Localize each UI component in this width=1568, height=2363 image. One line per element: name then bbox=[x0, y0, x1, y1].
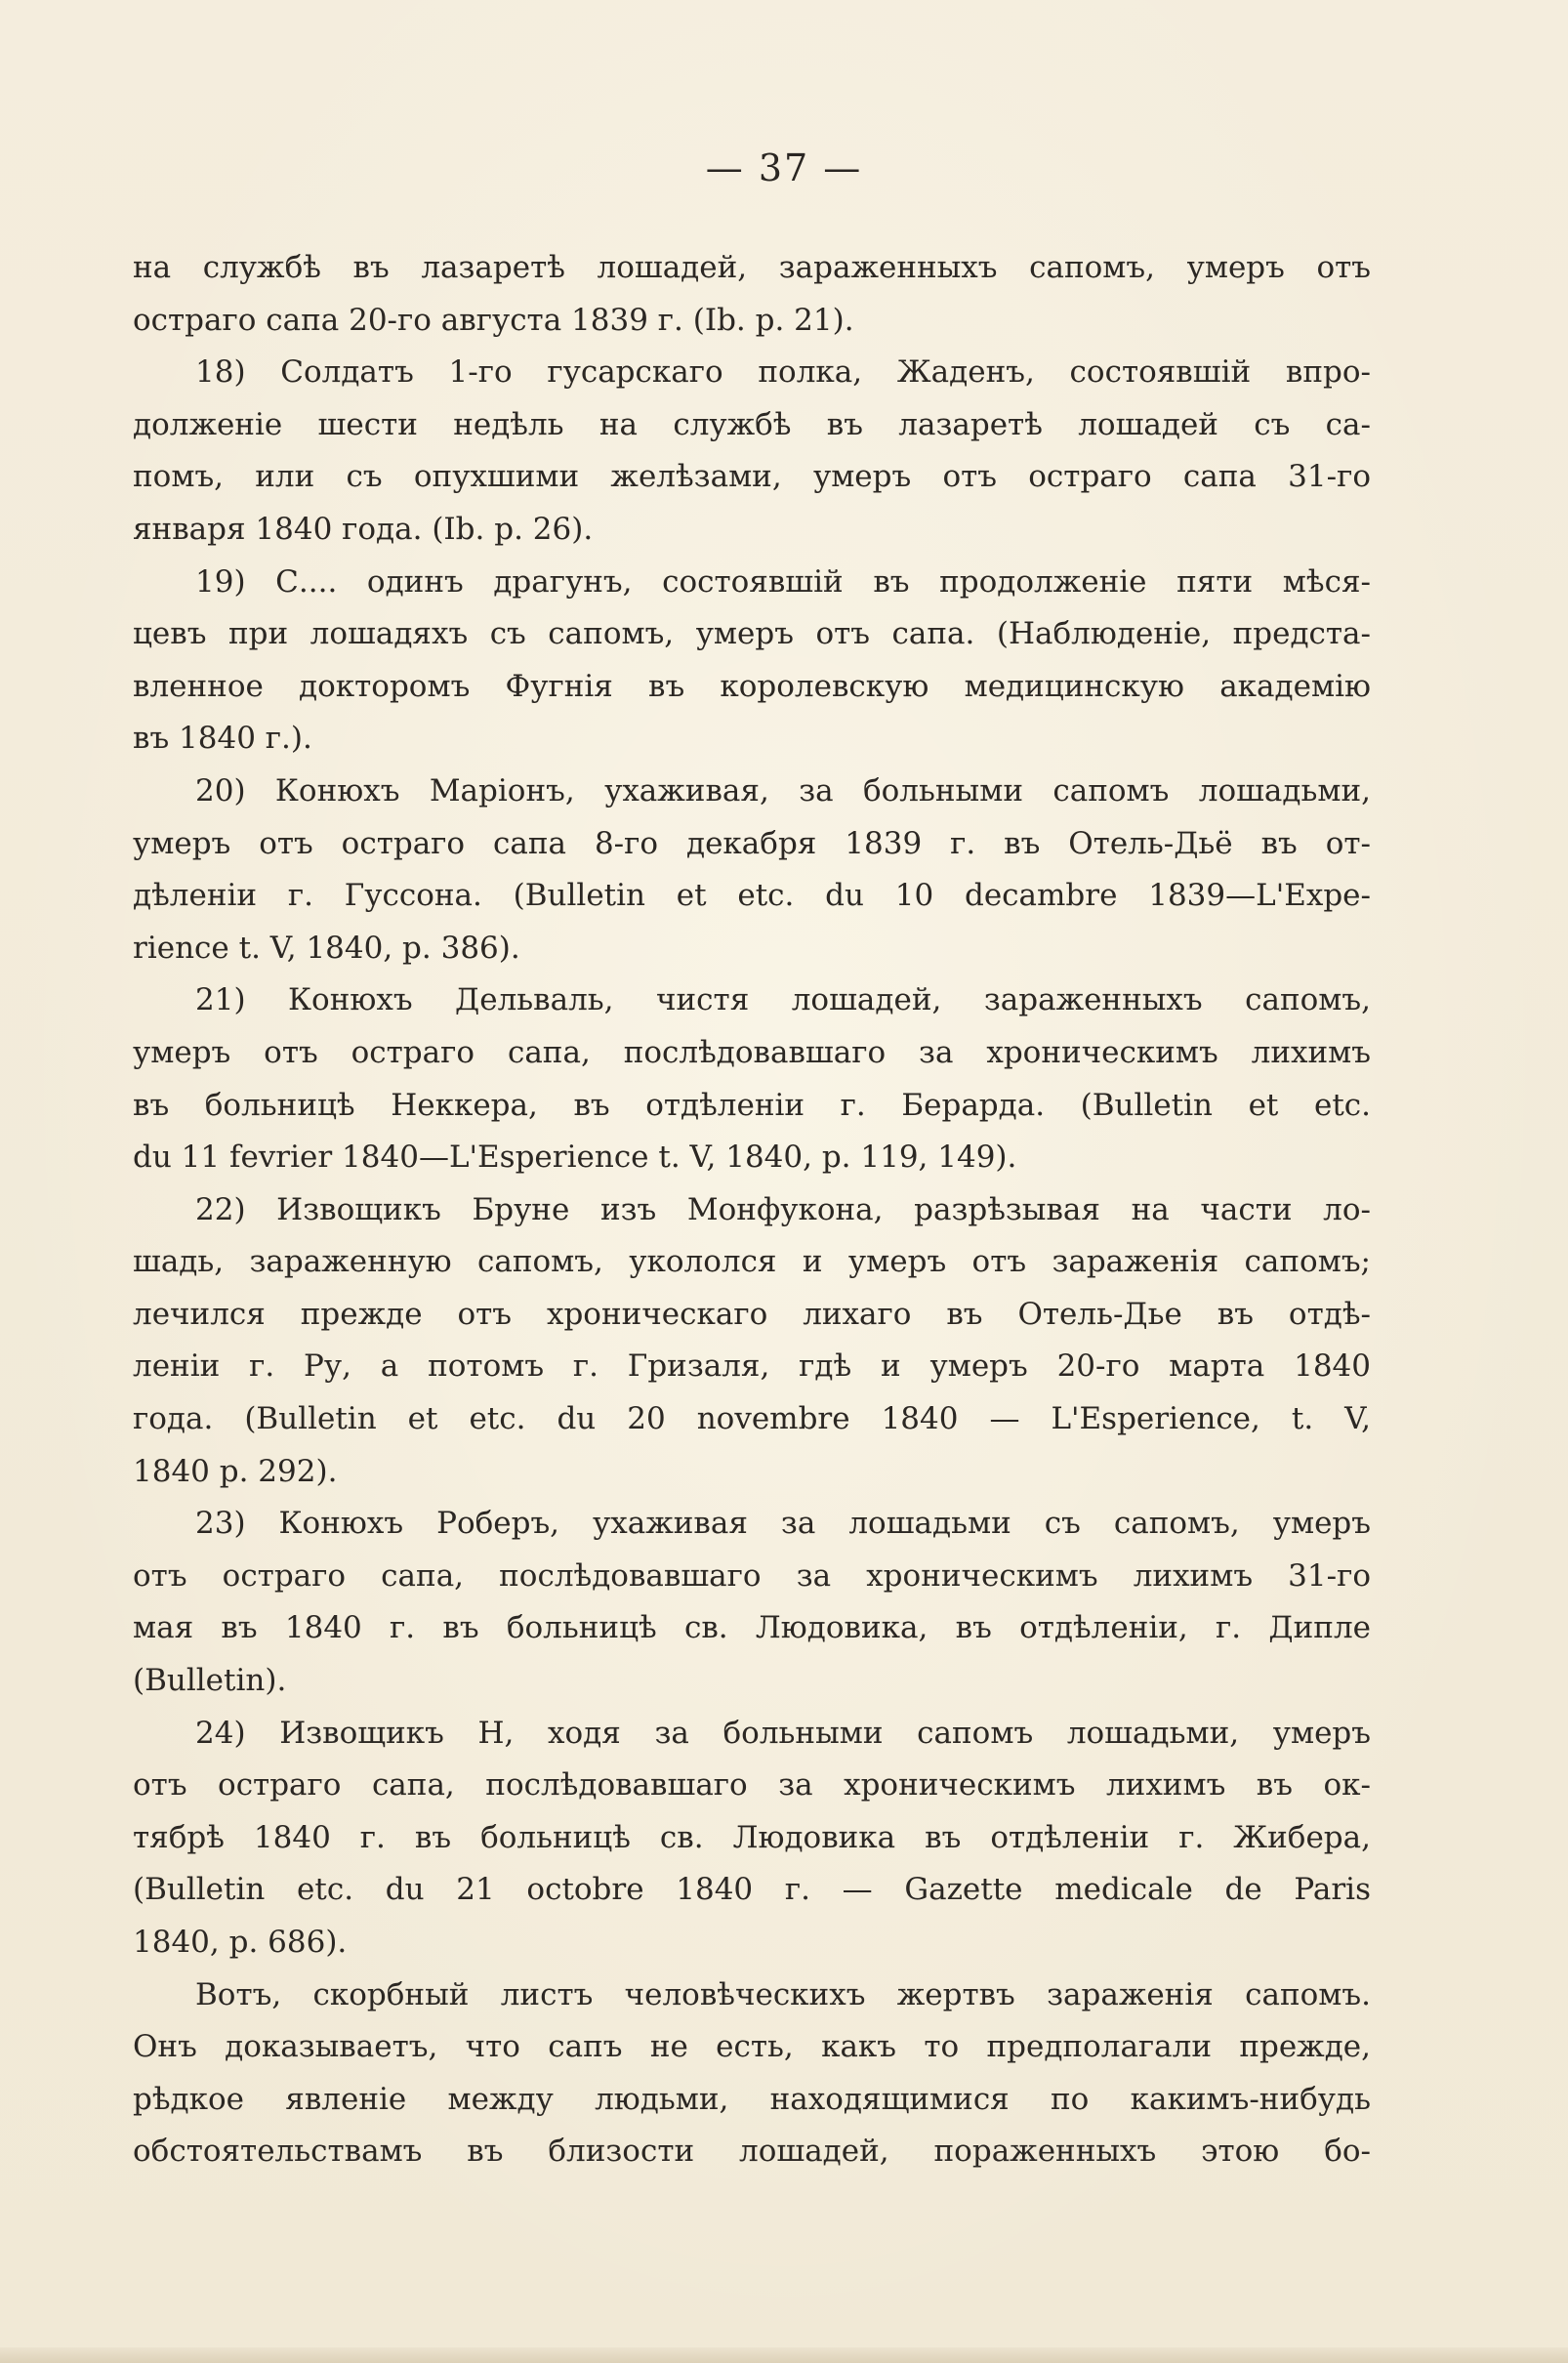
text-line: обстоятельствамъ въ близости лошадей, пораженныхъ этою бо- bbox=[133, 2134, 1371, 2170]
body-text bbox=[133, 242, 1371, 2178]
text-line: 1840 p. 292). bbox=[133, 1453, 338, 1489]
text-line: января 1840 года. (Ib. p. 26). bbox=[133, 511, 594, 547]
text-line: отъ остраго сапа, послѣдовавшаго за хроническимъ лихимъ 31-го bbox=[133, 1557, 1371, 1594]
text-line: 23) Конюхъ Роберъ, ухаживая за лошадьми съ сапомъ, умеръ bbox=[195, 1506, 1371, 1542]
text-line: отъ остраго сапа, послѣдовавшаго за хроническимъ лихимъ въ ок- bbox=[133, 1767, 1371, 1803]
text-line: умеръ отъ остраго сапа 8-го декабря 1839 г. въ Отель-Дьё въ от- bbox=[133, 825, 1371, 861]
page-bottom-edge bbox=[0, 2347, 1568, 2363]
text-line: мая въ 1840 г. въ больницѣ св. Людовика, въ отдѣленіи, г. Дипле bbox=[133, 1610, 1371, 1646]
text-line: года. (Bulletin et etc. du 20 novembre 1840 — L'Esperience, t. V, bbox=[133, 1401, 1371, 1437]
text-line: помъ, или съ опухшими желѣзами, умеръ отъ остраго сапа 31-го bbox=[133, 459, 1371, 495]
text-line: рѣдкое явленіе между людьми, находящимися по какимъ-нибудь bbox=[133, 2081, 1371, 2117]
text-line: 24) Извощикъ Н, ходя за больными сапомъ лошадьми, умеръ bbox=[195, 1715, 1371, 1751]
text-line: дѣленіи г. Гуссона. (Bulletin et etc. du 10 decambre 1839—L'Expe- bbox=[133, 878, 1371, 914]
text-line: цевъ при лошадяхъ съ сапомъ, умеръ отъ сапа. (Наблюденіе, предста- bbox=[133, 616, 1371, 652]
text-line: долженіе шести недѣль на службѣ въ лазаретѣ лошадей съ са- bbox=[133, 406, 1371, 442]
text-line: Вотъ, скорбный листъ человѣческихъ жертвъ зараженія сапомъ. bbox=[195, 1976, 1371, 2012]
text-line: Онъ доказываетъ, что сапъ не есть, какъ то предполагали прежде, bbox=[133, 2029, 1371, 2065]
text-line: въ 1840 г.). bbox=[133, 721, 312, 757]
text-line: вленное докторомъ Фугнія въ королевскую медицинскую академію bbox=[133, 668, 1371, 704]
page-number: — 37 — bbox=[705, 146, 863, 189]
text-line: умеръ отъ остраго сапа, послѣдовавшаго за хроническимъ лихимъ bbox=[133, 1034, 1371, 1070]
text-line: 1840, p. 686). bbox=[133, 1925, 348, 1960]
text-line: леніи г. Ру, а потомъ г. Гризаля, гдѣ и умеръ 20-го марта 1840 bbox=[133, 1348, 1371, 1385]
text-line: 19) С.... одинъ драгунъ, состоявшій въ продолженіе пяти мѣся- bbox=[195, 563, 1371, 600]
text-line: du 11 fevrier 1840—L'Esperience t. V, 1840, p. 119, 149). bbox=[133, 1140, 1017, 1176]
text-line: на службѣ въ лазаретѣ лошадей, зараженныхъ сапомъ, умеръ отъ bbox=[133, 250, 1371, 285]
text-line: 21) Конюхъ Дельваль, чистя лошадей, зараженныхъ сапомъ, bbox=[195, 982, 1371, 1018]
text-line: въ больницѣ Неккера, въ отдѣленіи г. Берарда. (Bulletin et etc. bbox=[133, 1087, 1371, 1123]
text-line: rience t. V, 1840, p. 386). bbox=[133, 930, 520, 966]
text-line: тябрѣ 1840 г. въ больницѣ св. Людовика въ отдѣленіи г. Жибера, bbox=[133, 1819, 1371, 1855]
text-line: (Bulletin). bbox=[133, 1663, 287, 1699]
text-line: 20) Конюхъ Маріонъ, ухаживая, за больными сапомъ лошадьми, bbox=[195, 772, 1371, 808]
text-line: (Bulletin etc. du 21 octobre 1840 г. — Gazette medicale de Paris bbox=[133, 1872, 1371, 1908]
text-line: 22) Извощикъ Бруне изъ Монфукона, разрѣзывая на части ло- bbox=[195, 1191, 1371, 1227]
text-line: 18) Солдатъ 1-го гусарскаго полка, Жаденъ, состоявшій впро- bbox=[195, 354, 1371, 391]
text-line: лечился прежде отъ хроническаго лихаго въ Отель-Дье въ отдѣ- bbox=[133, 1296, 1371, 1332]
text-line: остраго сапа 20-го августа 1839 г. (Ib. p. 21). bbox=[133, 302, 854, 338]
text-line: шадь, зараженную сапомъ, укололся и умеръ отъ зараженія сапомъ; bbox=[133, 1244, 1371, 1280]
